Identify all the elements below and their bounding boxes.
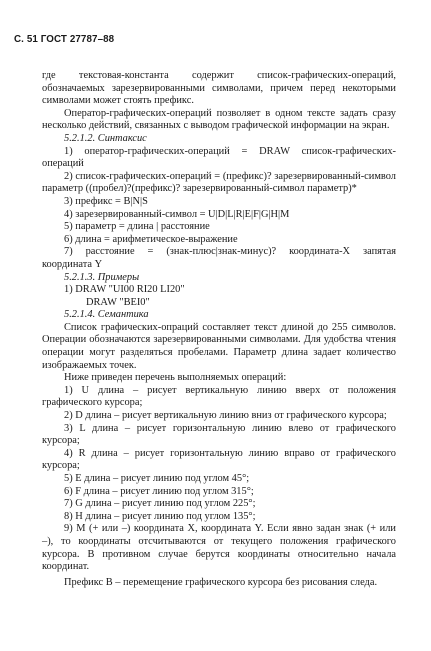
paragraph: 6) F длина – рисует линию под углом 315°; <box>64 485 254 497</box>
paragraph: 4) зарезервированный-символ = U|D|L|R|E|F|G|H|M <box>64 208 290 220</box>
paragraph: 9) M (+ или –) координата X, координата Y. Если явно задан знак (+ или –), то координаты отсчитываются от текущего положения графического курсора. В противном случае берутся координаты относительно начала координат. <box>42 523 396 573</box>
paragraph: Ниже приведен перечень выполняемых операций: <box>64 372 287 384</box>
paragraph: 5.2.1.2. Синтаксис <box>64 132 147 144</box>
paragraph: 5.2.1.4. Семантика <box>64 309 149 321</box>
paragraph: DRAW "BEI0" <box>86 296 150 308</box>
paragraph: 7) G длина – рисует линию под углом 225°; <box>64 498 256 510</box>
page-header: С. 51 ГОСТ 27787–88 <box>14 34 115 45</box>
paragraph: 5) параметр = длина | расстояние <box>64 221 210 233</box>
paragraph: 3) префикс = B|N|S <box>64 195 148 207</box>
paragraph: Префикс B – перемещение графического курсора без рисования следа. <box>64 576 378 588</box>
paragraph: 7) расстояние = (знак-плюс|знак-минус)? координата-X запятая координата Y <box>42 246 396 270</box>
paragraph: 3) L длина – рисует горизонтальную линию влево от графического курсора; <box>42 422 396 447</box>
paragraph: 1) DRAW "UI00 RI20 LI20" <box>64 284 185 296</box>
document-body <box>42 70 396 589</box>
paragraph: 6) длина = арифметическое-выражение <box>64 233 238 245</box>
paragraph: Оператор-графических-операций позволяет в одном тексте задать сразу несколько действий, связанных с выводом графической информации на экран. <box>42 107 396 132</box>
paragraph: где текстовая-константа содержит список-графических-операций, обозначаемых зарезервированными символами, причем перед некоторыми символами может стоять префикс. <box>42 70 396 107</box>
paragraph: 4) R длина – рисует горизонтальную линию вправо от графического курсора; <box>42 447 396 472</box>
paragraph: 1) U длина – рисует вертикальную линию вверх от положения графического курсора; <box>42 384 396 409</box>
paragraph: Список графических-опраций составляет текст длиной до 255 символов. Операции обозначаются зарезервированными символами. Для удобства чтения операции могут разделяться пробелами. Параметр длина задает количество изображаемых точек. <box>42 321 396 371</box>
paragraph: 8) H длина – рисует линию под углом 135°; <box>64 510 256 522</box>
paragraph: 5) E длина – рисует линию под углом 45°; <box>64 473 250 484</box>
paragraph: 1) оператор-графических-операций = DRAW список-графических-операций <box>42 145 396 170</box>
paragraph: 2) список-графических-операций = (префикс)? зарезервированный-символ параметр ((пробел)?(префикс)? зарезервированный-символ параметр)* <box>42 170 396 195</box>
paragraph: 2) D длина – рисует вертикальную линию вниз от графического курсора; <box>64 410 387 422</box>
paragraph: 5.2.1.3. Примеры <box>64 271 140 283</box>
